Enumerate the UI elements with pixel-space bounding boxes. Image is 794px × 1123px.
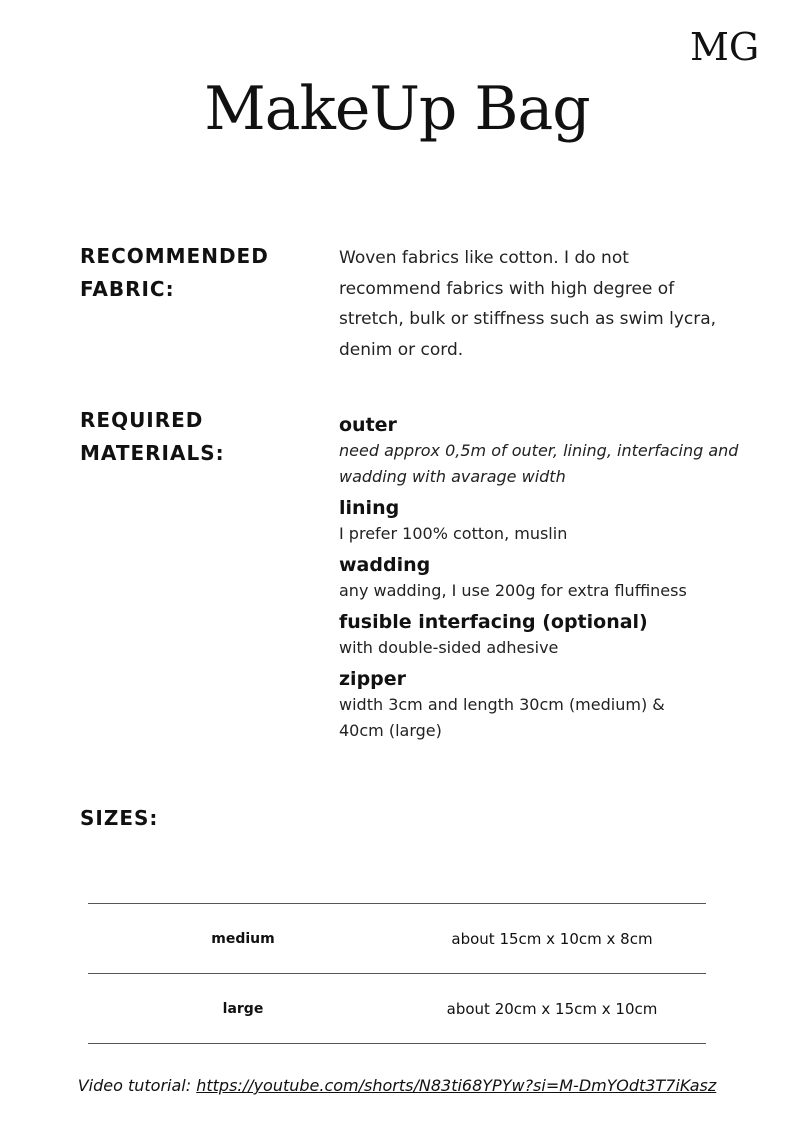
recommended-fabric-text	[339, 243, 759, 365]
material-desc: I prefer 100% cotton, muslin	[339, 524, 568, 543]
video-tutorial-footer	[0, 1076, 794, 1095]
text-line: recommend fabrics with high degree of	[339, 278, 675, 299]
required-materials-heading	[80, 404, 310, 470]
text-line: Woven fabrics like cotton. I do not	[339, 248, 629, 268]
table-row	[88, 973, 706, 1044]
material-item	[339, 495, 769, 547]
text-line: stretch, bulk or stiffness such as swim lycra,	[339, 309, 717, 329]
sizes-heading: SIZES:	[80, 806, 159, 830]
text-line: denim or cord.	[339, 339, 464, 360]
sizes-table	[88, 903, 706, 1044]
table-row	[88, 903, 706, 973]
material-desc: width 3cm and length 30cm (medium) &	[339, 695, 665, 714]
material-name: outer	[339, 414, 397, 436]
recommended-fabric-heading	[80, 240, 310, 306]
size-dimensions: about 20cm x 15cm x 10cm	[446, 999, 658, 1018]
material-name: lining	[339, 497, 400, 519]
material-item	[339, 609, 769, 661]
material-desc: with double-sided adhesive	[339, 638, 559, 657]
footer-prefix: Video tutorial:	[77, 1076, 197, 1095]
heading-line: REQUIRED	[80, 408, 204, 432]
size-name: large	[222, 1000, 264, 1017]
material-desc: any wadding, I use 200g for extra fluffiness	[339, 581, 687, 600]
material-desc: 40cm (large)	[339, 721, 442, 740]
video-tutorial-link[interactable]: https://youtube.com/shorts/N83ti68YPYw?si=M-DmYOdt3T7iKasz	[196, 1076, 717, 1095]
material-name: fusible interfacing (optional)	[339, 611, 648, 633]
material-item	[339, 666, 769, 744]
material-item	[339, 552, 769, 604]
material-item	[339, 412, 769, 490]
logo: MG	[690, 25, 760, 69]
size-name: medium	[211, 930, 275, 947]
heading-line: MATERIALS:	[80, 441, 225, 465]
material-desc: wadding with avarage width	[339, 467, 566, 486]
size-dimensions: about 15cm x 10cm x 8cm	[451, 929, 653, 948]
page-title: MakeUp Bag	[204, 74, 590, 144]
materials-list	[339, 412, 769, 749]
material-desc: need approx 0,5m of outer, lining, interfacing and	[339, 441, 739, 460]
heading-line: RECOMMENDED	[80, 244, 269, 268]
material-name: wadding	[339, 554, 431, 576]
material-name: zipper	[339, 668, 407, 690]
heading-line: FABRIC:	[80, 277, 175, 301]
